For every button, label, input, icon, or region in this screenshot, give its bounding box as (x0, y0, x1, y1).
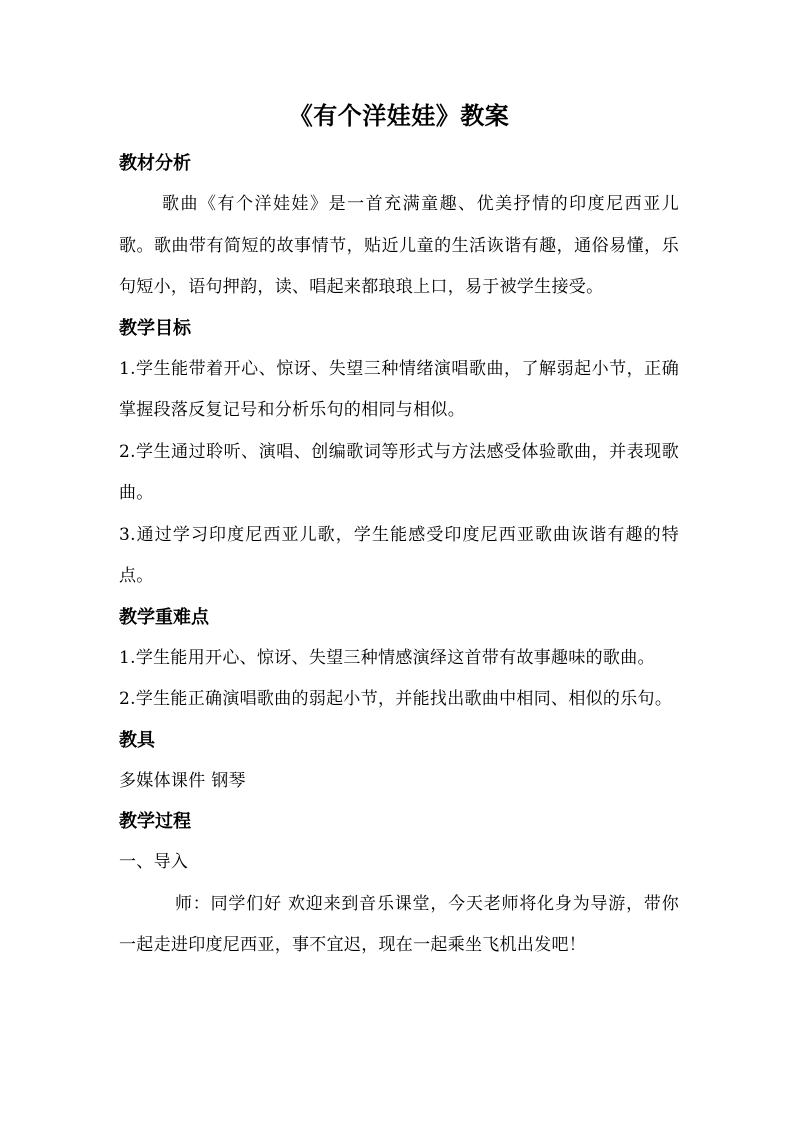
process-step-text: 师：同学们好 欢迎来到音乐课堂，今天老师将化身为导游，带你一起走进印度尼西亚，事不宜迟，现在一起乘坐飞机出发吧！ (119, 893, 679, 955)
document-page (119, 96, 679, 967)
key-point-item: 2.学生能正确演唱歌曲的弱起小节，并能找出歌曲中相同、相似的乐句。 (119, 689, 673, 709)
section-heading-analysis: 教材分析 (119, 153, 191, 174)
goal-item: 2.学生通过聆听、演唱、创编歌词等形式与方法感受体验歌曲，并表现歌曲。 (119, 441, 679, 503)
key-point-item: 1.学生能用开心、惊讶、失望三种情感演绎这首带有故事趣味的歌曲。 (119, 647, 655, 668)
document-title: 《有个洋娃娃》教案 (288, 101, 510, 130)
process-step-label: 一、导入 (119, 852, 189, 872)
section-heading-tools: 教具 (119, 729, 155, 751)
section-heading-key-points: 教学重难点 (119, 606, 209, 628)
goal-item: 1.学生能带着开心、惊讶、失望三种情绪演唱歌曲，了解弱起小节，正确掌握段落反复记号和分析乐句的相同与相似。 (119, 358, 679, 420)
tools-text: 多媒体课件 钢琴 (119, 770, 246, 791)
analysis-paragraph: 歌曲《有个洋娃娃》是一首充满童趣、优美抒情的印度尼西亚儿歌。歌曲带有简短的故事情节，贴近儿童的生活诙谐有趣，通俗易懂，乐句短小，语句押韵，读、唱起来都琅琅上口，易于被学生接受。 (119, 194, 679, 297)
section-heading-goals: 教学目标 (119, 317, 191, 339)
section-heading-process: 教学过程 (119, 811, 191, 832)
goal-item: 3.通过学习印度尼西亚儿歌，学生能感受印度尼西亚歌曲诙谐有趣的特点。 (119, 524, 679, 586)
